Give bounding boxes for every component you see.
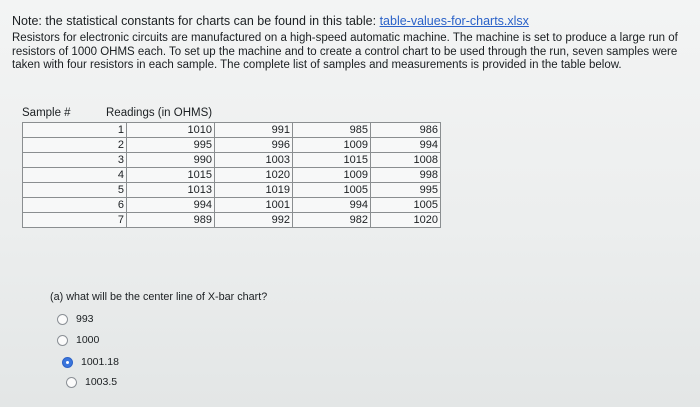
table-row: [23, 213, 441, 228]
sample-number-cell: 1: [23, 123, 127, 138]
radio-button[interactable]: [57, 335, 68, 346]
option-993[interactable]: [57, 312, 94, 326]
sample-number-cell: 4: [23, 168, 127, 183]
reading-cell: 1001: [215, 198, 293, 213]
reading-cell: 1005: [293, 183, 371, 198]
reading-cell: 1003: [215, 153, 293, 168]
option-1003-5[interactable]: [66, 375, 117, 389]
table-row: [23, 138, 441, 153]
sample-number-cell: 2: [23, 138, 127, 153]
table-row: [23, 123, 441, 138]
question-text: (a) what will be the center line of X-bar chart?: [50, 291, 268, 303]
radio-button[interactable]: [66, 377, 77, 388]
reading-cell: 1015: [293, 153, 371, 168]
reading-cell: 1005: [371, 198, 441, 213]
reading-cell: 994: [127, 198, 215, 213]
reading-cell: 994: [293, 198, 371, 213]
table-values-link[interactable]: table-values-for-charts.xlsx: [379, 14, 529, 28]
reading-cell: 1010: [127, 123, 215, 138]
reading-cell: 995: [371, 183, 441, 198]
sample-number-cell: 7: [23, 213, 127, 228]
note-line: [12, 14, 529, 28]
table-header: [22, 107, 432, 122]
option-1001-18[interactable]: [62, 355, 119, 369]
reading-cell: 998: [371, 168, 441, 183]
reading-cell: 989: [127, 213, 215, 228]
sample-number-cell: 5: [23, 183, 127, 198]
readings-table: [22, 122, 441, 228]
reading-cell: 992: [215, 213, 293, 228]
reading-cell: 1009: [293, 138, 371, 153]
table-row: [23, 153, 441, 168]
table-row: [23, 168, 441, 183]
sample-number-cell: 6: [23, 198, 127, 213]
reading-cell: 1020: [371, 213, 441, 228]
readings-column-header: Readings (in OHMS): [106, 107, 213, 119]
reading-cell: 1009: [293, 168, 371, 183]
sample-number-cell: 3: [23, 153, 127, 168]
sample-column-header: Sample #: [22, 107, 71, 119]
reading-cell: 994: [371, 138, 441, 153]
reading-cell: 986: [371, 123, 441, 138]
reading-cell: 1008: [371, 153, 441, 168]
reading-cell: 1020: [215, 168, 293, 183]
option-label: 1003.5: [85, 376, 118, 388]
table-row: [23, 198, 441, 213]
reading-cell: 1019: [215, 183, 293, 198]
reading-cell: 985: [293, 123, 371, 138]
option-label: 1001.18: [81, 356, 119, 368]
reading-cell: 996: [215, 138, 293, 153]
radio-button[interactable]: [57, 314, 68, 325]
reading-cell: 990: [127, 153, 215, 168]
reading-cell: 1015: [127, 168, 215, 183]
option-label: 1000: [76, 334, 100, 346]
option-1000[interactable]: [57, 333, 99, 347]
reading-cell: 982: [293, 213, 371, 228]
table-row: [23, 183, 441, 198]
reading-cell: 1013: [127, 183, 215, 198]
note-text: Note: the statistical constants for charts can be found in this table:: [12, 14, 380, 28]
reading-cell: 995: [127, 138, 215, 153]
option-label: 993: [76, 313, 94, 325]
reading-cell: 991: [215, 123, 293, 138]
radio-button[interactable]: [62, 357, 73, 368]
problem-statement: Resistors for electronic circuits are manufactured on a high-speed automatic machine. The machine is set to produce a large run of resistors of 1000 OHMS each. To set up the machine and to create a control chart to be used through the run, seven samples were taken with four resistors in each sample. The complete list of samples and measurements is provided in the table below.: [12, 32, 678, 72]
